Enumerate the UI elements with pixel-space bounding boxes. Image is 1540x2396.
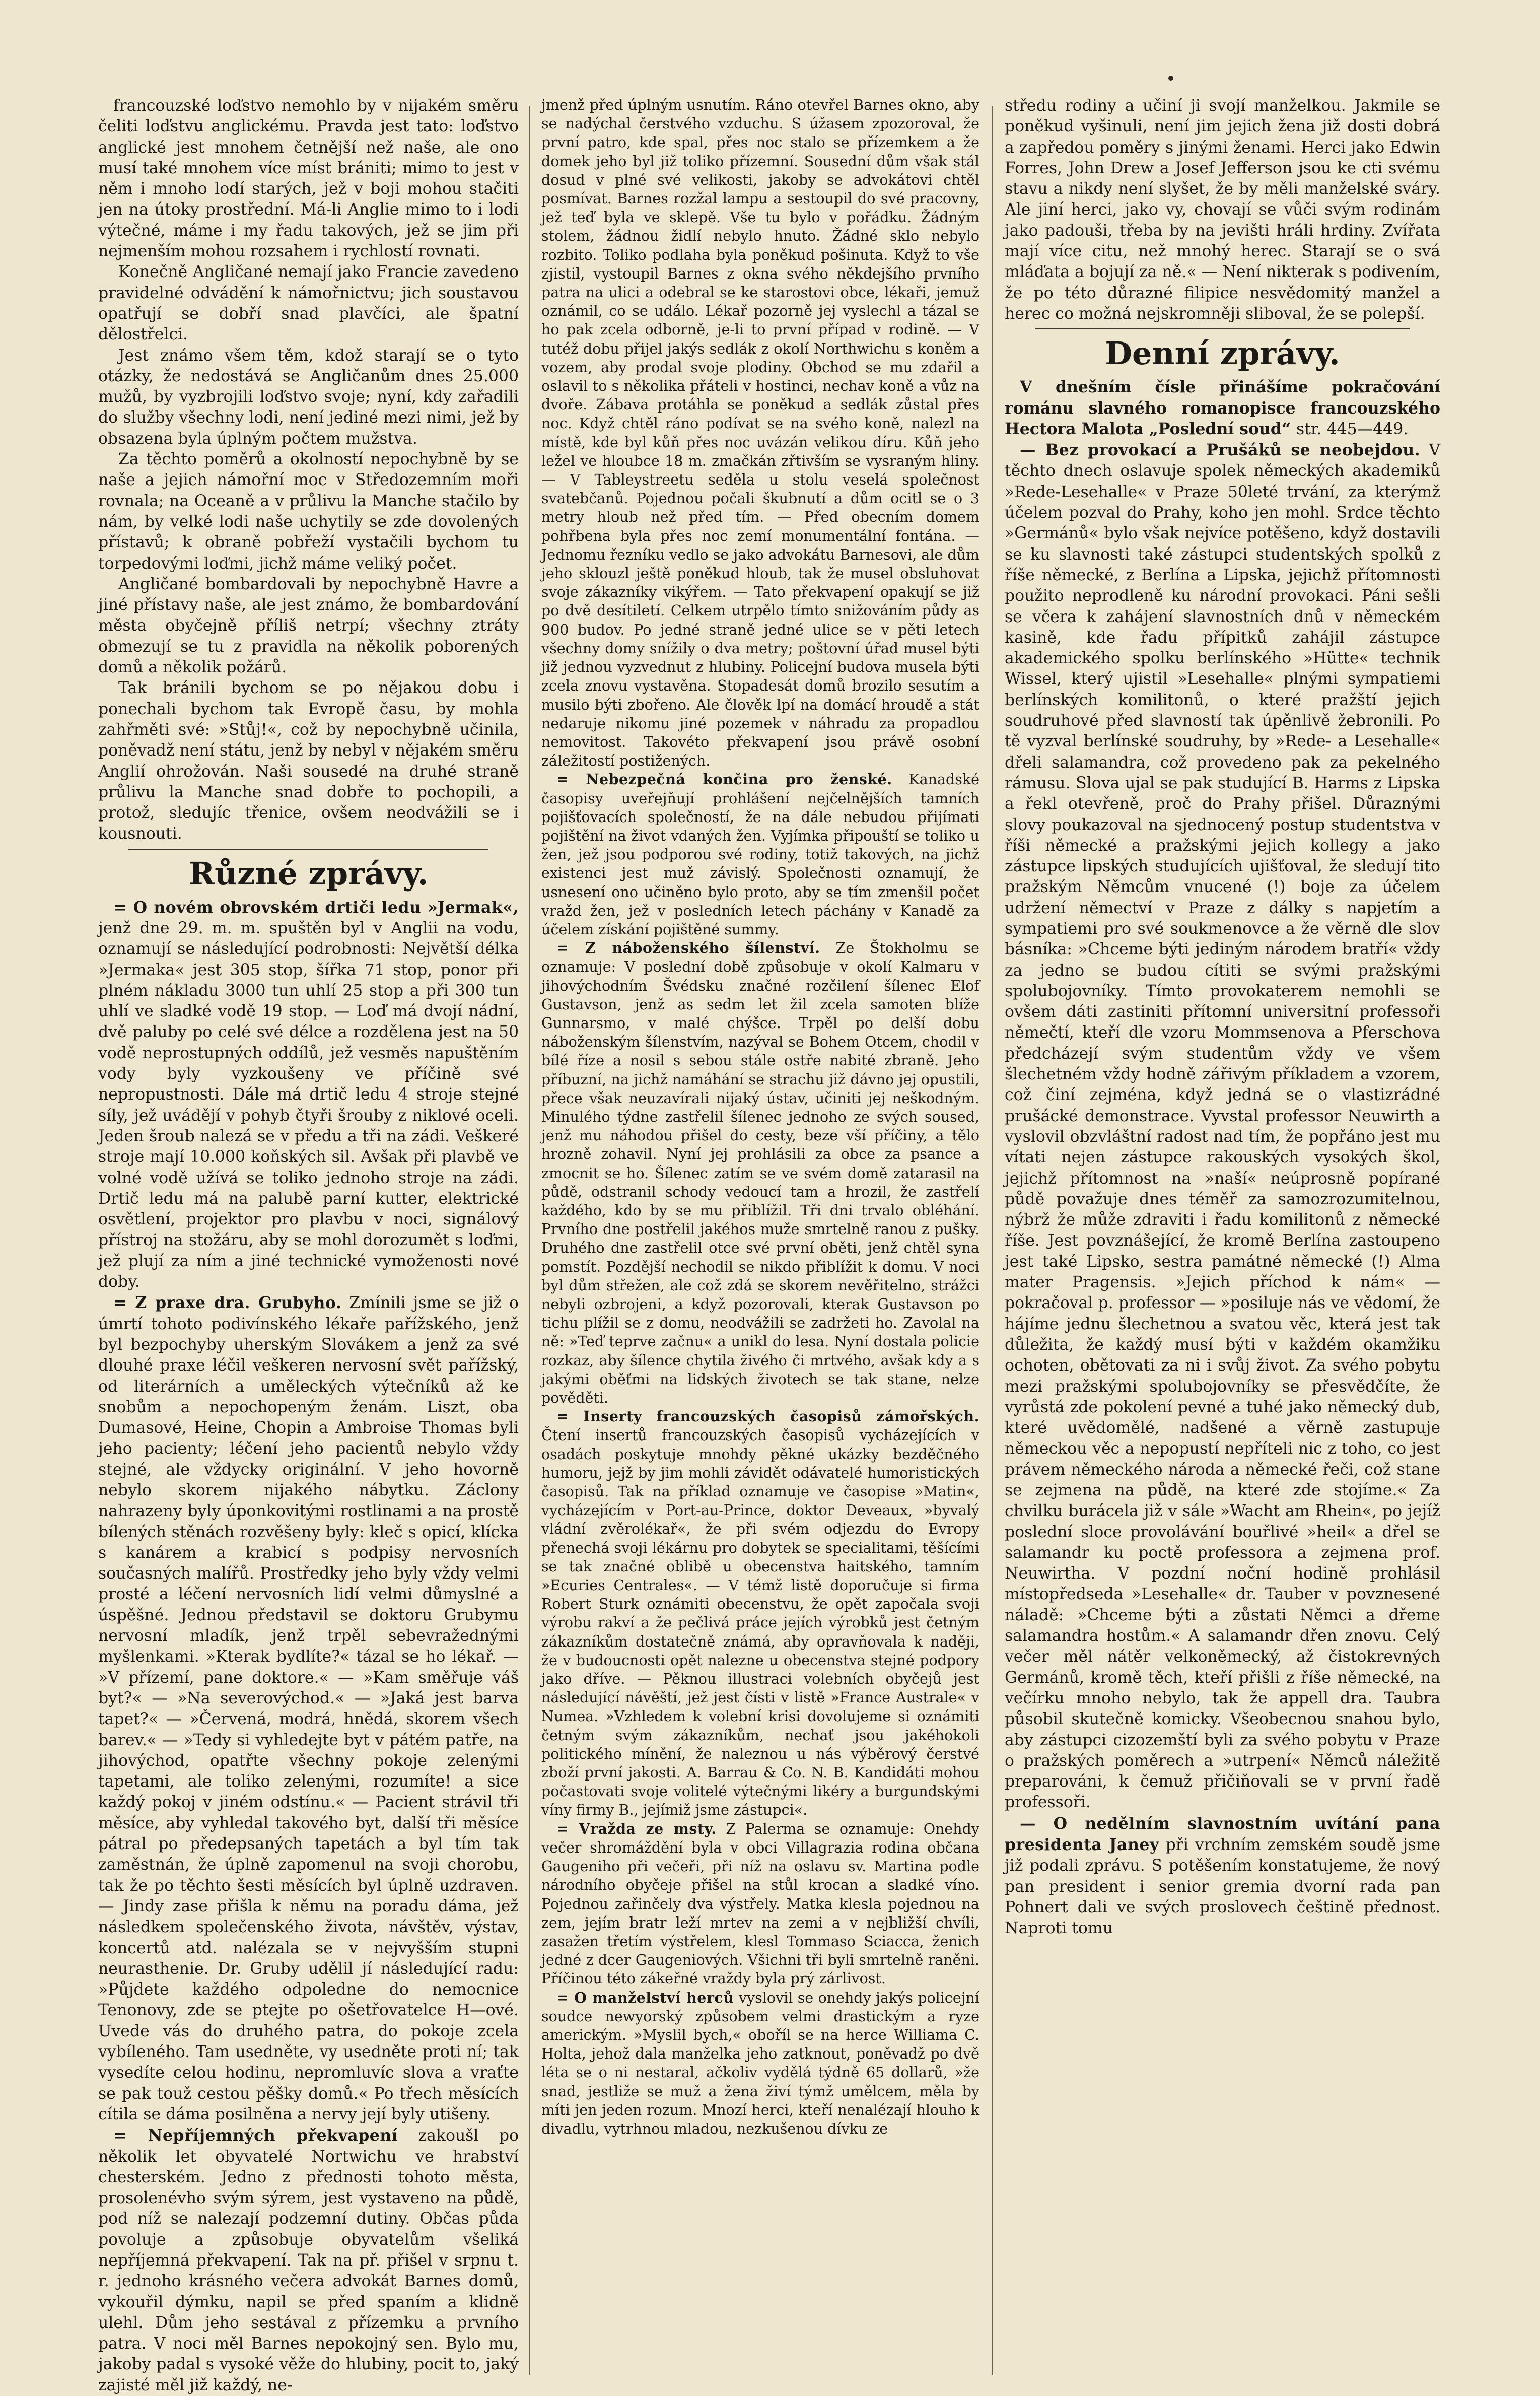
paragraph: Za těchto poměrů a okolností nepochybně by se naše a jejich námořní moc v Středozemním moři rovnala; na Oceaně a v průlivu la Manche stačilo by nám, by velké lodi naše uchytily se zde dovolených přístavů; k obraně pobřeží vystačili bychom tu torpedovými loďmi, jichž máme veliký počet. [98, 450, 519, 573]
news-item [98, 897, 519, 1293]
news-item [541, 1820, 979, 1989]
paragraph: jmenž před úplným usnutím. Ráno otevřel Barnes okno, aby se nadýchal čerstvého vzduchu. S úžasem zpozoroval, že první patro, kde spal, přes noc stalo se přízemkem a že domek jeho byl již toliko přízemní. Sousední dům však stál dosud v plné své velikosti, jakoby se advokátovi chtěl posmívat. Barnes rozžal lampu a sestoupil do své pracovny, jež teď byla ve sklepě. Vše tu bylo v pořádku. Žádným stolem, žádnou židlí nebylo hnuto. Žádné sklo nebylo rozbito. Toliko podlaha byla poněkud pošinuta. Když to vše zjistil, vystoupil Barnes z okna svého někdejšího prvního patra na ulici a odebral se ke starostovi obce, lékaři, jemuž oznámil, co se událo. Lékař pozorně jej vyslechl a tázal se ho pak zcela odborně, je-li to první případ v rodině. — V tutéž dobu přijel jakýs sedlák z okolí Northwichu s koněm a vozem, aby prodal svoje plodiny. Obchod se mu zdařil a oslavil to s několika přáteli v hostinci, nechav koně a vůz na dvoře. Zábava protáhla se poněkud a sedlák zůstal přes noc. Když chtěl ráno podívat se na svého koně, nalezl na místě, kde byl kůň přes noc uvázán velikou díru. Kůň jeho ležel ve hloubce 18 m. zmačkán zřtivším se vysraným hliny. — V Tableystreetu seděla u stolu veselá společnost svatebčanů. Pojednou počali škubnutí a dům ocitl se o 3 metry hloub než před tím. — Před obecním domem pohřbena byla přes noc zemí monumentální fontána. — Jednomu řezníku vedlo se jako advokátu Barnesovi, ale dům jeho sklouzl ještě poněkud hloub, tak že musel obsluhovat svoje zákazníky vikýřem. — Tato překvapení opakují se již po dvě desítiletí. Celkem utrpělo tímto snižováním půdy as 900 budov. Po jedné straně jedné ulice se v pěti letech všechny domy snížily o dva metry; poštovní úřad musel býti již jednou vyzvednut z hlubiny. Policejní budova musela býti zcela znovu vystavěna. Stopadesát domů brozilo sesutím a musilo býti zbořeno. Ale člověk lpí na domácí hroudě a stát nedaruje nikomu jiné pozemek v náhradu za propadlou nemovitost. Takovéto překvapení jsou právě osobní záležitostí postižených. [541, 97, 979, 770]
news-item-headline: = Nebezpečná končina pro ženské. [556, 771, 892, 788]
news-item-body: Ze Štokholmu se oznamuje: V poslední době způsobuje v okolí Kalmaru v jihovýchodním Švédsku značné rozčilení šílenec Elof Gustavson, jenž as sedm let žil zcela samoten blíže Gunnarsmo, v malé chýšce. Trpěl po delší dobu náboženským šílenstvím, nazýval se Bohem Otcem, chodil v bílé říze a nosil s sebou stále ostře nabité zbraně. Jeho příbuzní, na jichž namáhání se strachu již dávno jej opustili, přece však neuzavírali nijaký ústav, učiniti jej neškodným. Minulého týdne zastřelil šílenec jednoho ze svých soused, jenž mu náhodou přišel do cesty, beze vší příčiny, a tělo hrozně zohavil. Nyní jej prohlásili za obce za psance a zmocnit se ho. Šílenec zatím se ve svém domě zatarasil na půdě, odstranil schody vedoucí tam a hrozil, že zastřelí každého, kdo by se mu přiblížil. Tři dni trvalo obléhání. Prvního dne postřelil jakéhos muže smrtelně ranou z pušky. Druhého dne zastřelil otce své první oběti, jenž chtěl syna pomstít. Pozdější nechodil se nikdo přiblížit k domu. V noci byl dům střežen, ale což zdá se skorem nevěřitelno, strážci nebyli ozbrojeni, a když pozorovali, kterak Gustavson po tichu plížil se z domu, neodvážili se zadržeti ho. Zavolal na ně: »Teď teprve začnu« a unikl do lesa. Nyní dostala policie rozkaz, aby šílence chytila živého či mrtvého, avšak kdy a s jakými oběťmi na lidských životech se tak stane, nelze pověděti. [541, 940, 980, 1407]
novel-title: „Poslední soud“ [1149, 419, 1291, 438]
news-item [541, 939, 979, 1407]
section-divider [128, 849, 488, 850]
novel-notice [1005, 377, 1440, 440]
column-1 [98, 96, 519, 2394]
news-item [98, 1292, 519, 2125]
news-item-headline: — O nedělním slavnostním uvítání pana presidenta Janey [1005, 1814, 1440, 1855]
news-item-headline: = Inserty francouzských časopisů zámořských. [556, 1408, 979, 1425]
paragraph: Konečně Angličané nemají jako Francie zavedeno pravidelné odvádění k námořnictvu; jich soustavou opatřují se dobří snad plavčíci, ale špatní dělostřelci. [98, 263, 519, 344]
news-item-body: Čtení insertů francouzských časopisů vycházejících v osadách poskytuje mnohdy pěkné ukázky bezděčného humoru, jejž by jim mohli závidět odávatelé humoristických časopisů. Tak na příklad oznamuje ve časopise »Matin«, vycházejícím v Port-au-Prince, doktor Deveaux, »byvalý vládní zvěrolékař«, že při svém odjezdu do Evropy přenechá svoji lékárnu pro dobytek se specialitami, těšícími se tak značné oblibě u obecenstva haitského, tamním »Ecuries Centrales«. — V témž listě doporučuje si firma Robert Sturk oznámiti obecenstvu, že opět započala svoji výrobu rakví a že pečlivá práce jejích výrobků jest četným zákazníkům dostatečně známá, aby opravňovala k naději, že v budoucnosti opět nalezne u obecenstva stejné podpory jako dříve. — Pěknou illustraci volebních obyčejů jest následující návěští, jež jest čísti v listě »France Australe« v Numea. »Vzhledem k volební krisi dovolujeme si oznámiti četným svým zákazníkům, nechať jsou jakéhokoli politického mínění, že naleznou u nás výběrový čerstvé zboží první jakosti. A. Barrau & Co. N. B. Kandidáti mohou počastovati svoje volitelé výtečnými likéry a burgundskými víny firmy B., jejímiž jsme zástupci«. [541, 1427, 979, 1819]
news-item [541, 1407, 979, 1819]
novel-notice-text: V dnešním čísle přinášíme pokračování románu slavného romanopisce francouzského Hectora Malota [1005, 378, 1440, 438]
news-item-body: V těchto dnech oslavuje spolek německých akademiků »Rede-Lesehalle« v Praze 50leté trvání, za kterýmž účelem pozval do Prahy, koho jen mohl. Srdce těchto »Germánů« bylo však nejvíce potěšeno, když dostavili se ku slavnosti také zástupci studentských spolků z říše německé, z Berlína a Lipska, jejichž přítomnosti použito neprodleně ku národní provokaci. Páni sešli se včera k zahájení slavnostních dnů v německém kasině, kde řadu přípitků zahájil zástupce akademického spolku berlínského »Hütte« technik Wissel, který ujistil »Lesehalle« plnými sympatiemi berlínských komilitonů, o které pražští jejich soudruhové před slavností tak úpěnlivě žebronili. Po tě vyzval berlínské soudruhy, by »Rede- a Lesehalle« dřeli salamandra, což provedeno pak za pekelného rámusu. Slova ujal se pak studující B. Harms z Lipska a řekl otevřeně, proč do Prahy přišel. Důraznými slovy poukazoval na sjednocený postup studentstva v říši německé a pražskými jejich kollegy a jako zástupce lipských studujících ujišťoval, že sledují tito pražským Němcům vnucené (!) boje za účelem udržení němectví v Praze z dálky s napjetím a sympatiemi pro své soukmenovce a že věrně dle slov básníka: »Chceme býti jediným národem bratří« vždy za jedno se budou cítiti se svými pražskými spolubojovníky. Tímto provokaterem nemohli se ovšem dáti zastiniti přítomní universitní professoři němečtí, kteří dle vzoru Mommsenova a Pferschova předcházejí svým studentům vždy ve všem šlechetném vždy hodně zářivým příkladem a vzorem, což činí zejména, když jedná se o vlastizrádné prušácké demonstrace. Vyvstal professor Neuwirth a vyslovil obzvláštní radost nad tím, že popřáno jest mu vítati nejen zástupce rakouských vysokých škol, jejichž přítomnost na »naší« neúprosně popírané půdě považuje dnes téměř za samozrozumitelnou, nýbrž že může zdraviti i řadu komilitonů z německé říše. Jest povznášející, že kromě Berlína zastoupeno jest také Lipsko, sestra památné německé (!) Alma mater Pragensis. »Jejich příchod k nám« — pokračoval p. professor — »posiluje nás ve vědomí, že hájíme jednu šlechetnou a svatou věc, která jest tak důležita, že každý musí býti v každém okamžiku ochoten, obětovati za ni i svůj život. Za svého pobytu mezi pražskými spolubojovníky se přesvědčíte, že vyrůstá zde pokolení pevné a tuhé jako německý dub, které uvědomělé, nadšené a věrně zastupuje německou věc a nepopustí nepříteli nic z toho, co jest právem německého národa a německé řeči, což stane se zejmena na půdě, na které zde stojíme.« Za chvilku burácela již v sále »Wacht am Rhein«, po jejíž poslední sloce provolávání bouřlivé »heil« a dřel se salamandr ku poctě professora a zejmena prof. Neuwirtha. V pozdní noční hodině prohlásil místopředseda »Lesehalle« dr. Tauber v povznesené náladě: »Chceme býti a zůstati Němci a dřeme salamandra hostům.« A salamandr dřen znovu. Celý večer měl nátěr velkoněmecký, až čistokrevných Germánů, kromě těch, kteří přišli z říše německé, na večírku mnoho nebylo, tak že appell dra. Taubra působil skutečně komicky. Všeobecnou snahou bylo, aby zástupci cizozemští byli za svého pobytu v Praze o pražských poměrech a »utrpení« Němců náležitě preparováni, k čemuž přičiňovali se v první řadě professoři. [1005, 441, 1440, 1812]
news-item-headline: = O manželství herců [556, 1989, 734, 2006]
news-item-body: Kanadské časopisy uveřejňují prohlášení nejčelnějších tamních pojišťovacích společností, že na dále nebudou přijímati pojištění na život vdaných žen. Vyjímka připouští se toliko u žen, jež jsou podporou své rodiny, totiž takových, na jichž existenci jest muž závislý. Společnosti oznamují, že usnesení ono učiněno bylo proto, aby se tím zmenšil počet vražd žen, jež v posledních letech páchány v Kanadě za účelem získání pojištěné summy. [541, 771, 980, 938]
section-divider [1035, 328, 1410, 329]
news-item-body: Zmínili jsme se již o úmrtí tohoto podivínského lékaře pařížského, jenž byl bezpochyby uherským Slovákem a jenž za své dlouhé praxe léčil veškeren nervosní svět pařížský, od literárních a uměleckých výtečníků až ke snobům a nepochopeným ženám. Liszt, oba Dumasové, Heine, Chopin a Ambroise Thomas byli jeho pacienty; léčení jeho pacientů nebylo vždy stejné, ale vždycky originální. V jeho hovorně nebylo skorem nijakého nábytku. Záclony nahrazeny byly úponkovitými rostlinami a na prostě bílených stěnách rozvěšeny byly: kleč s opicí, klícka s kanárem a krabicí s podpisy nervosních současných malířů. Prostředky jeho byly vždy velmi prosté a léčení nervosních lidí velmi důmyslné a úspěšné. Jednou představil se doktoru Grubymu nervosní mladík, jenž trpěl sebevražednými myšlenkami. »Kterak bydlíte?« tázal se ho lékař. — »V přízemí, pane doktore.« — »Kam směřuje váš byt?« — »Na severovýchod.« — »Jaká jest barva tapet?« — »Červená, modrá, hnědá, skorem všech barev.« — »Tedy si vyhledejte byt v pátém patře, na jihovýchod, opatřte všechny pokoje zelenými tapetami, ale toliko zelenými, rozumíte! a sice každý pokoj v jiném odstínu.« — Pacient strávil tři měsíce, aby vyhledal takového byt, další tři měsíce pátral po předepsaných tapetách a byl tím tak zaměstnán, že úplně zapomenul na svoji chorobu, tak že po těchto šesti měsících byl úplně uzdraven. — Jindy zase přišla k němu na poradu dáma, jež následkem společenského života, návštěv, výstav, koncertů atd. nalézala se v nejvyšším stupni neurasthenie. Dr. Gruby udělil jí následující radu: »Půjdete každého odpoledne do nemocnice Tenonovy, zde se ptejte po ošetřovatelce H—ové. Uvede vás do druhého patra, do pokoje zcela vybíleného. Tam usedněte, vy usedněte proti ní; tak vysedíte celou hodinu, nepromluvíc slova a vraťte se pak touž cestou pěšky domů.« Po třech měsících cítila se dáma posilněna a nervy její byly utišeny. [98, 1294, 519, 2124]
print-mark [1168, 76, 1173, 81]
news-item-headline: — Bez provokací a Prušáků se neobejdou. [1020, 441, 1421, 460]
news-item-headline: = Nepříjemných překvapení [113, 2126, 398, 2145]
section-heading-denni-zpravy: Denní zprávy. [1105, 335, 1340, 372]
news-item-headline: = Z náboženského šílenství. [556, 939, 820, 957]
news-item [1005, 440, 1440, 1813]
news-item-headline: = Z praxe dra. Grubyho. [113, 1293, 342, 1313]
paragraph: Jest známo všem těm, kdož starají se o tyto otázky, že nedostává se Angličanům dnes 25.000 mužů, by vyzbrojili loďstvo svoje; nyní, kdy zařadili do služby všechny lodi, není jediné mezi nimi, jež by obsazena byla úplným počtem mužstva. [98, 346, 519, 448]
news-item-body: Z Palerma se oznamuje: Onehdy večer shromáždění byla v obci Villagrazia rodina občana Gaugeniho při večeři, při níž na oslavu sv. Martina podle národního obyčeje přišel na stůl krocan a sladké víno. Pojednou zařinčely dva výstřely. Matka klesla pojednou na zem, jejím bratr leží mrtev na zemi a v nejbližší chvíli, zasažen třetím výstřelem, klesl Tommaso Sciacca, ženich jedné z dcer Gaugeniových. Všichni tři byli smrtelně raněni. Příčinou této zákeřné vraždy byla prý zárlivost. [541, 1820, 979, 1988]
novel-pages: str. 445—449. [1296, 420, 1409, 438]
news-item-body: při vrchním zemském soudě jsme již podali zprávu. S potěšením konstatujeme, že nový pan president i senior gremia dvorní rada pan Pohnert dali ve svých proslovech češtině přednost. Naproti tomu [1005, 1836, 1440, 1938]
paragraph: Tak bránili bychom se po nějakou dobu i ponechali bychom tak Evropě času, by mohla zahřměti své: »Stůj!«, což by nepochybně učinila, poněvadž není státu, jenž by nebyl v nějakém směru Anglií ohrožován. Naši sousedé na druhé straně průlivu la Manche snad dobře to pochopili, a protož, sledujíc třenice, ovšem neodvážili se i kousnouti. [98, 679, 519, 843]
paragraph: francouzské loďstvo nemohlo by v nijakém směru čeliti loďstvu anglickému. Pravda jest tato: loďstvo anglické jest mnohem četnější než naše, ale ono musí také mnohem více míst brániti; mimo to jest v něm i mnoho lodí starých, jež v boji mohou stačiti jen na útoky prostřední. Má-li Anglie mimo to i lodi výtečné, máme i my řadu takových, jež se jim při nejmenším mohou rozsahem i rychlostí rovnati. [98, 97, 519, 261]
column-divider [992, 106, 993, 2375]
column-2 [541, 96, 979, 2380]
paragraph: Angličané bombardovali by nepochybně Havre a jiné přístavy naše, ale jest známo, že bombardování města obyčejně příliš netrpí; všechny ztráty obmezují se tu z pravidla na několik poborených domů a několik požárů. [98, 575, 519, 677]
column-divider [529, 106, 530, 2375]
section-heading-ruzne-zpravy: Různé zprávy. [188, 855, 429, 892]
column-3 [1005, 96, 1440, 2380]
news-item-headline: = Vražda ze msty. [556, 1820, 717, 1837]
news-item [541, 770, 979, 939]
news-item-body: vyslovil se onehdy jakýs policejní soudce newyorský způsobem velmi drastickým a ryze americkým. »Myslil bych,« oboříl se na herce Williama C. Holta, jehož dala manželka jeho zatknout, poněvadž po dvě léta se o ni nestaral, ačkoliv vydělá týdně 65 dollarů, »že snad, jestliže se muž a žena živí týmž umělcem, měla by míti jen jeden rozum. Mnozí herci, kteří nenalézají hlouho k divadlu, vytrhnou mladou, nezkušenou dívku ze [541, 1989, 980, 2137]
paragraph: středu rodiny a učiní ji svojí manželkou. Jakmile se poněkud vyšinuli, není jim jejich žena již dosti dobrá a zapředou poměry s jinými ženami. Herci jako Edwin Forres, John Drew a Josef Jefferson jsou ke cti svému stavu a nikdy není slyšet, že by měli manželské sváry. Ale jiní herci, jako vy, chovají se vůči svým rodinám jako padouši, třeba by na jevišti hráli hrdiny. Zvířata mají více citu, než mnohý herec. Starají se o svá mláďata a bojují za ně.« — Není nikterak s podivením, že po této důrazné filipice nesvědomitý manžel a herec co možná nejskromněji sliboval, že se polepší. [1005, 97, 1440, 323]
news-item [1005, 1813, 1440, 1939]
news-item-body: zakoušl po několik let obyvatelé Nortwichu ve hrabství chesterském. Jedno z přednosti tohoto města, prosolenévho svým sýrem, jest vystaveno na půdě, pod níž se nalezají podzemní dutiny. Občas půda povoluje a způsobuje obyvatelům všeliká nepříjemná překvapení. Tak na př. přišel v srpnu t. r. jednoho krásného večera advokát Barnes domů, vykouřil dýmku, napil se před spaním a klidně ulehl. Dům jeho sestával z přízemku a prvního patra. V noci měl Barnes nepokojný sen. Bylo mu, jakoby padal s vysoké věže do hlubiny, pocit to, jaký zajisté měl již každý, ne- [98, 2127, 519, 2394]
news-item-headline: = O novém obrovském drtiči ledu »Jermak«, [113, 898, 519, 917]
news-item [98, 2125, 519, 2396]
news-item-body: jenž dne 29. m. m. spuštěn byl v Anglii na vodu, oznamují se následující podrobnosti: Největší délka »Jermaka« jest 305 stop, šířka 71 stop, ponor při plném nákladu 3000 tun uhlí 25 stop a při 300 tun uhlí ve sladké vodě 19 stop. — Loď má dvojí nádní, dvě paluby po celé své délce a rozdělena jest na 50 vodě neprostupných oddílů, jež vesměs napuštěním vody byly vyzkoušeny ve příčině své nepropustnosti. Dále má drtič ledu 4 stroje stejné síly, jež uvádějí v pohyb čtyři šrouby z niklové oceli. Jeden šroub nalezá se v předu a tři na zádi. Veškeré stroje mají 10.000 koňských sil. Avšak při plavbě ve volné vodě užívá se toliko jednoho stroje na zádi. Drtič ledu má na palubě parní kutter, elektrické osvětlení, projektor pro plavbu v noci, signálový přístroj na stožáru, aby se mohl dorozumět s loďmi, jež plují za ním a jiné technické vymoženosti nové doby. [98, 919, 519, 1291]
news-item [541, 1989, 979, 2139]
